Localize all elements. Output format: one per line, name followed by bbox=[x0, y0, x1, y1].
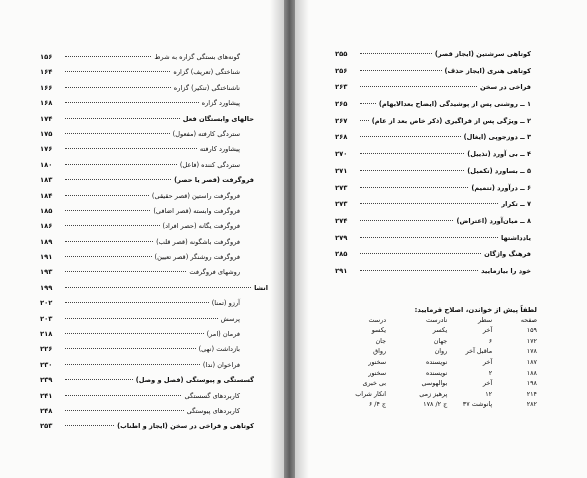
toc-entry-title: فرهنگ واژگان bbox=[484, 250, 531, 259]
toc-entry-page: ۲۰۲ bbox=[40, 299, 53, 308]
dot-leader bbox=[360, 70, 442, 71]
toc-entry-page: ۲۲۶ bbox=[40, 345, 53, 354]
errata-cell-right: سخنور bbox=[368, 368, 387, 377]
toc-entry-title: پیشاورد کارفته bbox=[199, 145, 240, 154]
toc-entry-page: ۲۶۵ bbox=[335, 100, 348, 109]
errata-cell-page: ۱۵۹ bbox=[526, 326, 537, 335]
toc-entry bbox=[40, 281, 268, 296]
toc-entry bbox=[335, 196, 531, 213]
errata-cell-wrong: نویسنده bbox=[426, 368, 448, 377]
dot-leader bbox=[65, 179, 171, 180]
errata-table bbox=[333, 315, 537, 410]
toc-entry bbox=[40, 265, 268, 280]
errata-col-right: درست bbox=[368, 316, 387, 324]
toc-entry-title: یادداشتها bbox=[501, 233, 531, 242]
toc-entry-page: ۲۷۴ bbox=[335, 216, 348, 225]
toc-entry-title: فروگرفت یگانه (حصر افراد) bbox=[162, 222, 240, 231]
dot-leader bbox=[360, 53, 432, 54]
toc-entry-title: گسستگی و پیوستگی (فصل و وصل) bbox=[135, 376, 254, 385]
dot-leader bbox=[65, 318, 218, 319]
toc-entry-title: ۵ ــ بساورد (تکمیل) bbox=[467, 166, 531, 175]
toc-list-left bbox=[40, 50, 268, 435]
toc-entry bbox=[335, 213, 531, 230]
dot-leader bbox=[65, 118, 180, 119]
toc-entry-title: فراخی در سخن bbox=[479, 83, 531, 92]
errata-cell-wrong: نویسنده bbox=[426, 358, 448, 367]
errata-row bbox=[333, 367, 537, 378]
dot-leader bbox=[65, 410, 184, 411]
toc-entry-title: روشهای فروگرفت bbox=[189, 268, 240, 277]
errata-cell-right: جان bbox=[375, 336, 387, 345]
errata-cell-wrong: پرهیز زمی bbox=[419, 389, 448, 398]
toc-entry-page: ۲۰۳ bbox=[40, 314, 53, 323]
toc-entry-page: ۲۷۹ bbox=[335, 233, 348, 242]
toc-entry-page: ۲۵۳ bbox=[40, 422, 53, 431]
toc-entry-page: ۱۸۶ bbox=[40, 222, 53, 231]
dot-leader bbox=[65, 256, 152, 257]
toc-entry-title: کاربردهای پیوستگی bbox=[186, 406, 240, 415]
toc-entry bbox=[335, 180, 531, 197]
dot-leader bbox=[65, 87, 171, 88]
toc-entry-page: ۲۵۶ bbox=[335, 66, 348, 75]
errata-cell-line: ۱۲ bbox=[485, 389, 493, 398]
dot-leader bbox=[65, 71, 170, 72]
toc-entry-page: ۱۸۳ bbox=[40, 176, 53, 185]
toc-entry-page: ۲۶۷ bbox=[335, 116, 348, 125]
errata-cell-wrong: جهان bbox=[433, 336, 448, 345]
toc-entry-page: ۱۶۸ bbox=[40, 99, 53, 108]
toc-entry-title: فروگرفت (قصر یا حصر) bbox=[174, 176, 254, 185]
errata-cell-page: ۱۸۸ bbox=[526, 368, 537, 377]
toc-entry-title: ۶ ــ درآورد (تتمیم) bbox=[471, 183, 531, 192]
toc-entry-title: ۸ ــ میان‌آورد (اعتراض) bbox=[456, 216, 531, 225]
toc-entry-title: ناشناختگی (تنکیر) گزاره bbox=[173, 83, 240, 92]
toc-list-right bbox=[335, 46, 531, 280]
errata-cell-line: ۲ bbox=[488, 368, 493, 377]
errata-row bbox=[333, 346, 537, 357]
errata-col-wrong: نادرست bbox=[425, 316, 448, 324]
toc-entry-page: ۲۶۸ bbox=[335, 133, 348, 142]
toc-entry bbox=[335, 113, 531, 130]
errata-cell-wrong: یکسر bbox=[432, 326, 448, 335]
dot-leader bbox=[65, 333, 204, 334]
errata-body bbox=[333, 325, 537, 410]
dot-leader bbox=[360, 253, 481, 254]
toc-entry-title: بازداشت (نهی) bbox=[198, 345, 240, 354]
errata-cell-page: ۱۷۸ bbox=[526, 347, 537, 356]
dot-leader bbox=[65, 195, 149, 196]
errata-cell-line: آخر bbox=[482, 358, 493, 367]
dot-leader bbox=[65, 287, 251, 288]
toc-entry-title: حالهای وابستگان فعل bbox=[182, 114, 254, 123]
errata-cell-page: ۱۸۷ bbox=[526, 358, 537, 367]
page-shadow bbox=[270, 0, 284, 478]
toc-entry bbox=[335, 163, 531, 180]
toc-entry-page: ۲۴۱ bbox=[40, 391, 53, 400]
errata-cell-line: آخر bbox=[482, 379, 493, 388]
toc-entry-page: ۲۳۹ bbox=[40, 376, 53, 385]
errata-cell-line: پانوشت ۳۷ bbox=[462, 400, 493, 409]
toc-entry-page: ۲۷۰ bbox=[335, 150, 348, 159]
errata-cell-right: یکسو bbox=[371, 326, 387, 335]
toc-entry-page: ۱۹۳ bbox=[40, 268, 53, 277]
toc-entry-title: ۱ ــ روشنی پس از پوشیدگی (ایضاح بعدالابهام) bbox=[378, 100, 531, 109]
toc-entry-page: ۲۹۱ bbox=[335, 266, 348, 275]
toc-entry-title: گونه‌های بستگی گزاره به شرط bbox=[154, 53, 240, 61]
toc-entry bbox=[40, 296, 268, 311]
toc-entry-page: ۲۸۵ bbox=[335, 250, 348, 259]
errata-col-line: سطر bbox=[478, 316, 493, 324]
toc-entry-page: ۲۷۳ bbox=[335, 200, 348, 209]
dot-leader bbox=[360, 170, 464, 171]
toc-entry-page: ۱۵۶ bbox=[40, 53, 53, 61]
toc-entry-page: ۲۱۸ bbox=[40, 330, 53, 339]
errata-cell-right: انکار شراب bbox=[355, 389, 387, 398]
toc-entry bbox=[335, 129, 531, 146]
dot-leader bbox=[65, 364, 200, 365]
toc-entry bbox=[335, 96, 531, 113]
toc-entry-title: کوتاهی هنری (ایجاز حذف) bbox=[444, 66, 531, 75]
right-page bbox=[295, 0, 587, 478]
errata-cell-wrong: ج ۲/ ۱۷۸ bbox=[423, 400, 448, 409]
errata-row bbox=[333, 399, 537, 410]
toc-entry bbox=[40, 235, 268, 250]
errata-cell-right: بی خبری bbox=[362, 379, 387, 388]
dot-leader bbox=[65, 302, 209, 303]
toc-entry-title: خود را بیازمایید bbox=[481, 266, 531, 275]
toc-entry-title: پیشاورد گزاره bbox=[201, 99, 240, 108]
toc-entry bbox=[335, 146, 531, 163]
toc-entry-page: ۲۷۱ bbox=[335, 166, 348, 175]
toc-entry bbox=[40, 96, 268, 111]
errata-cell-page: ۱۹۸ bbox=[526, 379, 537, 388]
toc-entry-page: ۱۷۵ bbox=[40, 129, 53, 138]
toc-entry-title: کوتاهی سرشتین (ایجاز قصر) bbox=[434, 50, 531, 58]
toc-entry-title: فرمان (امر) bbox=[206, 330, 240, 339]
dot-leader bbox=[360, 237, 498, 238]
errata-row bbox=[333, 336, 537, 347]
toc-entry bbox=[335, 263, 531, 280]
toc-entry-page: ۱۸۵ bbox=[40, 206, 53, 215]
dot-leader bbox=[65, 271, 186, 272]
dot-leader bbox=[360, 103, 376, 104]
dot-leader bbox=[360, 153, 464, 154]
errata-cell-page: ۲۸۲ bbox=[526, 400, 537, 409]
toc-entry-title: فروگرفت باشگونه (قصر قلب) bbox=[156, 237, 240, 246]
errata-row bbox=[333, 325, 537, 336]
dot-leader bbox=[65, 164, 177, 165]
errata-row bbox=[333, 389, 537, 400]
toc-entry bbox=[335, 46, 531, 63]
errata-header-row bbox=[333, 315, 537, 325]
dot-leader bbox=[65, 379, 133, 380]
dot-leader bbox=[65, 148, 197, 149]
dot-leader bbox=[360, 220, 453, 221]
toc-entry-page: ۱۷۶ bbox=[40, 145, 53, 154]
toc-entry bbox=[335, 230, 531, 247]
dot-leader bbox=[65, 348, 196, 349]
toc-entry bbox=[40, 312, 268, 327]
errata-cell-right: ج ۴/ ۶ bbox=[368, 400, 387, 409]
toc-entry-page: ۱۸۴ bbox=[40, 191, 53, 200]
page-shadow bbox=[295, 0, 309, 478]
toc-entry-page: ۱۹۱ bbox=[40, 253, 53, 262]
toc-entry bbox=[40, 173, 268, 188]
toc-entry-title: ۲ ــ ویژگی پس از فراگیری (ذکر خاص بعد از عام) bbox=[371, 116, 531, 125]
dot-leader bbox=[360, 203, 498, 204]
toc-entry bbox=[40, 342, 268, 357]
dot-leader bbox=[360, 187, 468, 188]
errata-row bbox=[333, 357, 537, 368]
toc-entry bbox=[335, 63, 531, 80]
errata-cell-line: ماقبل آخر bbox=[465, 347, 493, 356]
dot-leader bbox=[360, 270, 478, 271]
toc-entry-page: ۲۴۸ bbox=[40, 406, 53, 415]
dot-leader bbox=[360, 120, 369, 121]
errata-cell-page: ۱۷۲ bbox=[526, 336, 537, 345]
toc-entry-title: شناختگی (تعریف) گزاره bbox=[173, 68, 240, 77]
toc-entry bbox=[335, 79, 531, 96]
toc-entry bbox=[335, 246, 531, 263]
errata-heading: لطفاً پیش از خواندن، اصلاح فرمایید: bbox=[414, 306, 537, 314]
dot-leader bbox=[65, 425, 114, 426]
errata-col-page: صفحه bbox=[520, 316, 537, 324]
toc-entry bbox=[40, 389, 268, 404]
toc-entry-title: ۳ ــ دوزجوپی (ایغال) bbox=[463, 133, 531, 142]
toc-entry-page: ۲۷۳ bbox=[335, 183, 348, 192]
left-page bbox=[0, 0, 284, 478]
toc-entry bbox=[40, 142, 268, 157]
toc-entry-title: پرسش bbox=[220, 314, 240, 323]
toc-entry-title: فروگرفت روشنگر (قصر تعیین) bbox=[154, 253, 240, 262]
toc-entry-page: ۲۶۳ bbox=[335, 83, 348, 92]
toc-entry-title: ۷ ــ تکرار bbox=[501, 200, 531, 209]
errata-cell-line: ۶ bbox=[488, 336, 493, 345]
toc-entry-page: ۱۹۹ bbox=[40, 283, 53, 292]
dot-leader bbox=[65, 225, 160, 226]
errata-cell-line: آخر bbox=[482, 326, 493, 335]
toc-entry-title: آرزو (تمنا) bbox=[211, 299, 240, 308]
toc-entry bbox=[40, 158, 268, 173]
toc-entry bbox=[40, 189, 268, 204]
toc-entry-title: کوتاهی و فراخی در سخن (ایجاز و اطناب) bbox=[117, 422, 254, 431]
errata-row bbox=[333, 378, 537, 389]
toc-entry bbox=[40, 112, 268, 127]
errata-cell-page: ۲۱۴ bbox=[526, 389, 537, 398]
toc-entry-title: فروگرفت وابسته (قصر اضافی) bbox=[153, 206, 240, 215]
dot-leader bbox=[65, 102, 199, 103]
toc-entry-title: ۴ ــ بی آورد (تذییل) bbox=[467, 150, 531, 159]
toc-entry-page: ۱۶۶ bbox=[40, 83, 53, 92]
toc-entry-title: ستردگی کننده (فاعل) bbox=[179, 160, 240, 169]
toc-entry bbox=[40, 358, 268, 373]
toc-entry-title: فروگرفت راستین (قصر حقیقی) bbox=[151, 191, 240, 200]
errata-cell-wrong: روان bbox=[434, 347, 448, 356]
toc-entry-page: ۲۵۵ bbox=[335, 50, 348, 58]
errata-cell-right: سخنور bbox=[368, 358, 387, 367]
toc-entry-page: ۱۸۹ bbox=[40, 237, 53, 246]
errata-cell-right: رواق bbox=[373, 347, 387, 356]
toc-entry bbox=[40, 127, 268, 142]
toc-entry bbox=[40, 204, 268, 219]
toc-entry bbox=[40, 419, 268, 434]
toc-entry bbox=[40, 50, 268, 65]
toc-entry bbox=[40, 219, 268, 234]
dot-leader bbox=[65, 133, 170, 134]
toc-entry-page: ۱۷۴ bbox=[40, 114, 53, 123]
toc-entry bbox=[40, 404, 268, 419]
dot-leader bbox=[65, 241, 153, 242]
toc-entry bbox=[40, 81, 268, 96]
toc-entry-title: کاربردهای گسستگی bbox=[184, 391, 240, 400]
dot-leader bbox=[65, 395, 181, 396]
dot-leader bbox=[360, 136, 461, 137]
toc-entry-title: فراخوان (ندا) bbox=[202, 360, 240, 369]
toc-entry bbox=[40, 327, 268, 342]
toc-entry-page: ۱۸۰ bbox=[40, 160, 53, 169]
toc-entry-page: ۱۶۴ bbox=[40, 68, 53, 77]
dot-leader bbox=[65, 210, 150, 211]
toc-entry-title: انشا bbox=[254, 283, 268, 292]
dot-leader bbox=[360, 86, 477, 87]
toc-entry bbox=[40, 65, 268, 80]
errata-cell-wrong: بوالهوسی bbox=[421, 379, 448, 388]
toc-entry bbox=[40, 250, 268, 265]
dot-leader bbox=[65, 56, 151, 57]
book-gutter bbox=[284, 0, 295, 478]
errata-section bbox=[333, 306, 537, 410]
toc-entry-page: ۲۳۰ bbox=[40, 360, 53, 369]
toc-entry bbox=[40, 373, 268, 388]
toc-entry-title: ستردگی کارفته (مفعول) bbox=[172, 129, 240, 138]
